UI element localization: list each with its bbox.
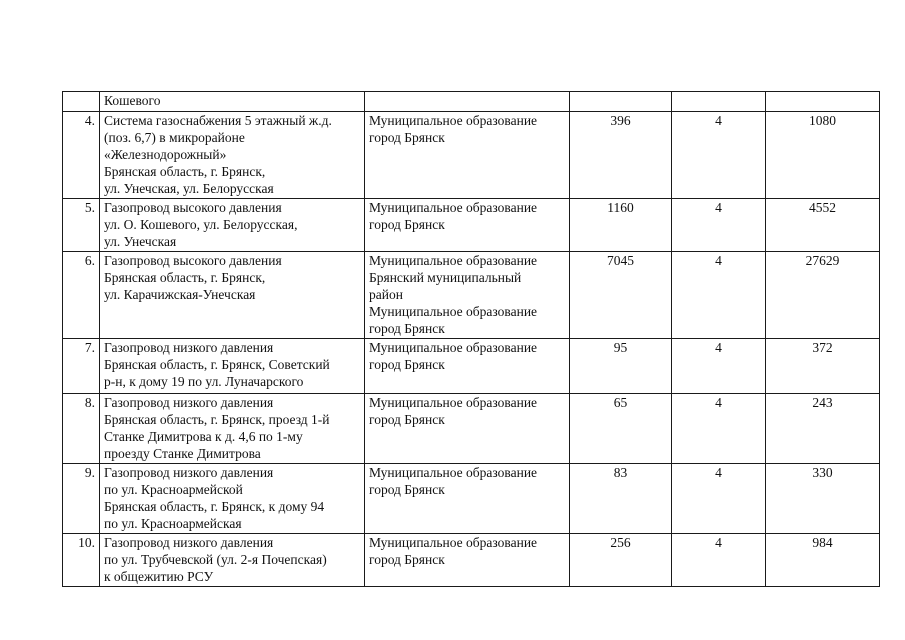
row-number-cell: 9. (63, 464, 100, 534)
value-cell: 1080 (766, 112, 880, 199)
owner-cell: Муниципальное образование город Брянск (365, 394, 570, 464)
table-row (63, 199, 880, 252)
value-cell: 4552 (766, 199, 880, 252)
object-name-cell: Система газоснабжения 5 этажный ж.д. (поз. 6,7) в микрорайоне «Железнодорожный» Брянская область, г. Брянск, ул. Унечская, ул. Белорусская (100, 112, 365, 199)
object-name-cell: Газопровод низкого давления по ул. Трубчевской (ул. 2-я Почепская) к общежитию РСУ (100, 534, 365, 587)
table-row (63, 534, 880, 587)
table-row (63, 252, 880, 339)
diameter-cell (672, 92, 766, 112)
diameter-cell: 4 (672, 394, 766, 464)
value-cell: 243 (766, 394, 880, 464)
owner-cell: Муниципальное образование Брянский муниципальный район Муниципальное образование город Брянск (365, 252, 570, 339)
length-cell: 396 (570, 112, 672, 199)
owner-cell: Муниципальное образование город Брянск (365, 339, 570, 394)
object-name-cell: Газопровод низкого давления Брянская область, г. Брянск, Советский р-н, к дому 19 по ул. Луначарского (100, 339, 365, 394)
length-cell: 256 (570, 534, 672, 587)
row-number-cell: 8. (63, 394, 100, 464)
object-name-cell: Газопровод высокого давления Брянская область, г. Брянск, ул. Карачижская-Унечская (100, 252, 365, 339)
owner-cell: Муниципальное образование город Брянск (365, 199, 570, 252)
owner-cell (365, 92, 570, 112)
diameter-cell: 4 (672, 199, 766, 252)
object-name-cell: Газопровод низкого давления Брянская область, г. Брянск, проезд 1-й Станке Димитрова к д. 4,6 по 1-му проезду Станке Димитрова (100, 394, 365, 464)
table-row (63, 339, 880, 394)
diameter-cell: 4 (672, 339, 766, 394)
table-row (63, 394, 880, 464)
table-row (63, 464, 880, 534)
length-cell: 83 (570, 464, 672, 534)
object-name-cell: Кошевого (100, 92, 365, 112)
value-cell: 372 (766, 339, 880, 394)
row-number-cell: 10. (63, 534, 100, 587)
row-number-cell: 4. (63, 112, 100, 199)
row-number-cell: 6. (63, 252, 100, 339)
diameter-cell: 4 (672, 112, 766, 199)
value-cell: 330 (766, 464, 880, 534)
row-number-cell: 5. (63, 199, 100, 252)
diameter-cell: 4 (672, 252, 766, 339)
value-cell (766, 92, 880, 112)
owner-cell: Муниципальное образование город Брянск (365, 464, 570, 534)
object-name-cell: Газопровод высокого давления ул. О. Кошевого, ул. Белорусская, ул. Унечская (100, 199, 365, 252)
row-number-cell (63, 92, 100, 112)
value-cell: 27629 (766, 252, 880, 339)
length-cell (570, 92, 672, 112)
table-row (63, 112, 880, 199)
length-cell: 95 (570, 339, 672, 394)
owner-cell: Муниципальное образование город Брянск (365, 534, 570, 587)
diameter-cell: 4 (672, 534, 766, 587)
owner-cell: Муниципальное образование город Брянск (365, 112, 570, 199)
length-cell: 1160 (570, 199, 672, 252)
row-number-cell: 7. (63, 339, 100, 394)
gas-pipeline-table (62, 91, 880, 587)
value-cell: 984 (766, 534, 880, 587)
length-cell: 65 (570, 394, 672, 464)
length-cell: 7045 (570, 252, 672, 339)
diameter-cell: 4 (672, 464, 766, 534)
table-row (63, 92, 880, 112)
object-name-cell: Газопровод низкого давления по ул. Красноармейской Брянская область, г. Брянск, к дому 94 по ул. Красноармейская (100, 464, 365, 534)
